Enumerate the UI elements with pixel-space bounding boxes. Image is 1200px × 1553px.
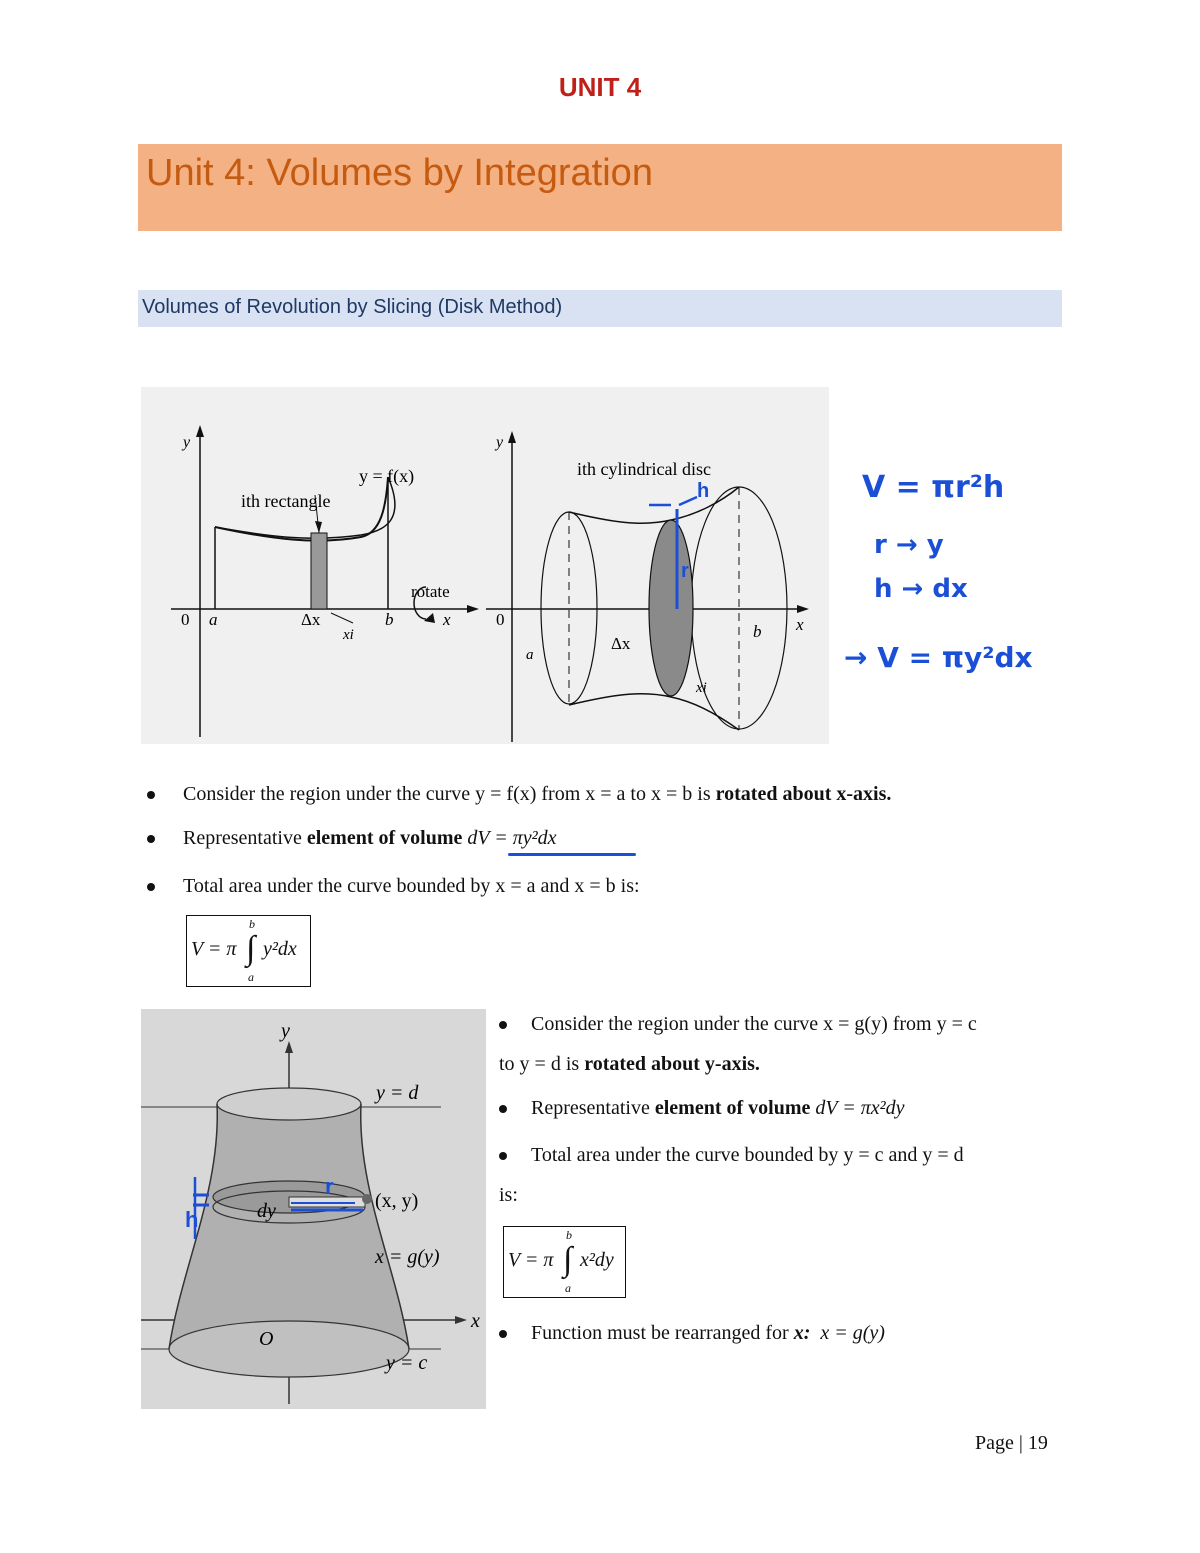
fig2-top-label: y = d — [376, 1082, 419, 1104]
note-h-to-dx: h → dx — [874, 574, 968, 604]
fig2-point-label: (x, y) — [375, 1190, 419, 1212]
fig2-dy-label: dy — [257, 1200, 276, 1222]
fig2-r-mark: r — [325, 1174, 334, 1199]
bullet-x-element: Representative element of volume dV = πy²dx — [183, 825, 556, 851]
handwritten-notes — [840, 455, 1070, 695]
formula-box-y: V = π ∫ b a x²dy — [503, 1226, 626, 1298]
formula-box-x: V = π ∫ b a y²dx — [186, 915, 311, 987]
bullet-y-rotation-cont: to y = d is rotated about y-axis. — [499, 1053, 760, 1075]
bullet-y-rearrange: Function must be rearranged for x: x = g(y) — [531, 1320, 885, 1346]
bullet-x-total: Total area under the curve bounded by x = a and x = b is: — [183, 873, 640, 899]
bullet-y-rotation: Consider the region under the curve x = g(y) from y = c — [531, 1011, 977, 1037]
bullet-x-rotation: Consider the region under the curve y = f(x) from x = a to x = b is rotated about x-axis. — [183, 781, 891, 807]
note-r-to-y: r → y — [874, 530, 944, 560]
right-y-axis-label: y — [496, 434, 504, 451]
left-xi-label: xi — [343, 627, 354, 643]
note-volume-formula: V = πr²h — [862, 470, 1005, 505]
right-origin-label: 0 — [496, 610, 505, 629]
y-rotation-diagram — [141, 1009, 486, 1409]
right-delta-x-label: Δx — [611, 634, 631, 653]
right-a-label: a — [526, 647, 534, 663]
page-title: Unit 4: Volumes by Integration — [146, 152, 653, 194]
bullet-y-total: Total area under the curve bounded by y = c and y = d — [531, 1142, 964, 1168]
right-xi-label: xi — [696, 680, 707, 696]
unit-header: UNIT 4 — [558, 72, 642, 102]
handwritten-svg — [840, 455, 1070, 695]
fig2-curve-label: x = g(y) — [375, 1246, 440, 1268]
right-x-axis-label: x — [796, 615, 804, 634]
left-panel — [171, 425, 479, 737]
left-a-label: a — [209, 610, 218, 629]
fig2-h-mark: h — [185, 1207, 199, 1232]
left-rect-label: ith rectangle — [241, 491, 331, 511]
disk-method-diagram — [141, 387, 829, 744]
y-axis-rotation-figure — [141, 1009, 486, 1409]
bullet-y-element: Representative element of volume dV = πx²dy — [531, 1095, 904, 1121]
r-mark: r — [681, 560, 689, 582]
left-b-label: b — [385, 610, 394, 629]
dv-formula-y: dV = πx²dy — [815, 1097, 905, 1119]
disk-method-figure — [141, 387, 829, 744]
handwritten-underline — [508, 853, 636, 856]
right-panel — [486, 431, 809, 742]
fig2-x-axis-label: x — [471, 1310, 480, 1332]
note-final-formula: → V = πy²dx — [844, 641, 1033, 674]
fig2-origin-label: O — [259, 1328, 274, 1350]
page-number: Page | 19 — [975, 1432, 1048, 1454]
h-mark: h — [697, 480, 710, 502]
left-origin-label: 0 — [181, 610, 190, 629]
dv-formula-x: dV = πy²dx — [467, 827, 557, 849]
left-delta-x-label: Δx — [301, 610, 321, 629]
fig2-bottom-label: y = c — [386, 1352, 428, 1374]
left-x-axis-label: x — [443, 610, 451, 629]
disc-label: ith cylindrical disc — [577, 459, 711, 479]
rotate-label: rotate — [411, 582, 450, 601]
left-curve-label: y = f(x) — [359, 466, 415, 486]
bullet-y-total-cont: is: — [499, 1184, 518, 1206]
right-b-label: b — [753, 622, 762, 641]
section-heading: Volumes of Revolution by Slicing (Disk Method) — [142, 296, 563, 318]
fig2-y-axis-label: y — [281, 1020, 290, 1042]
left-y-axis-label: y — [183, 434, 191, 451]
